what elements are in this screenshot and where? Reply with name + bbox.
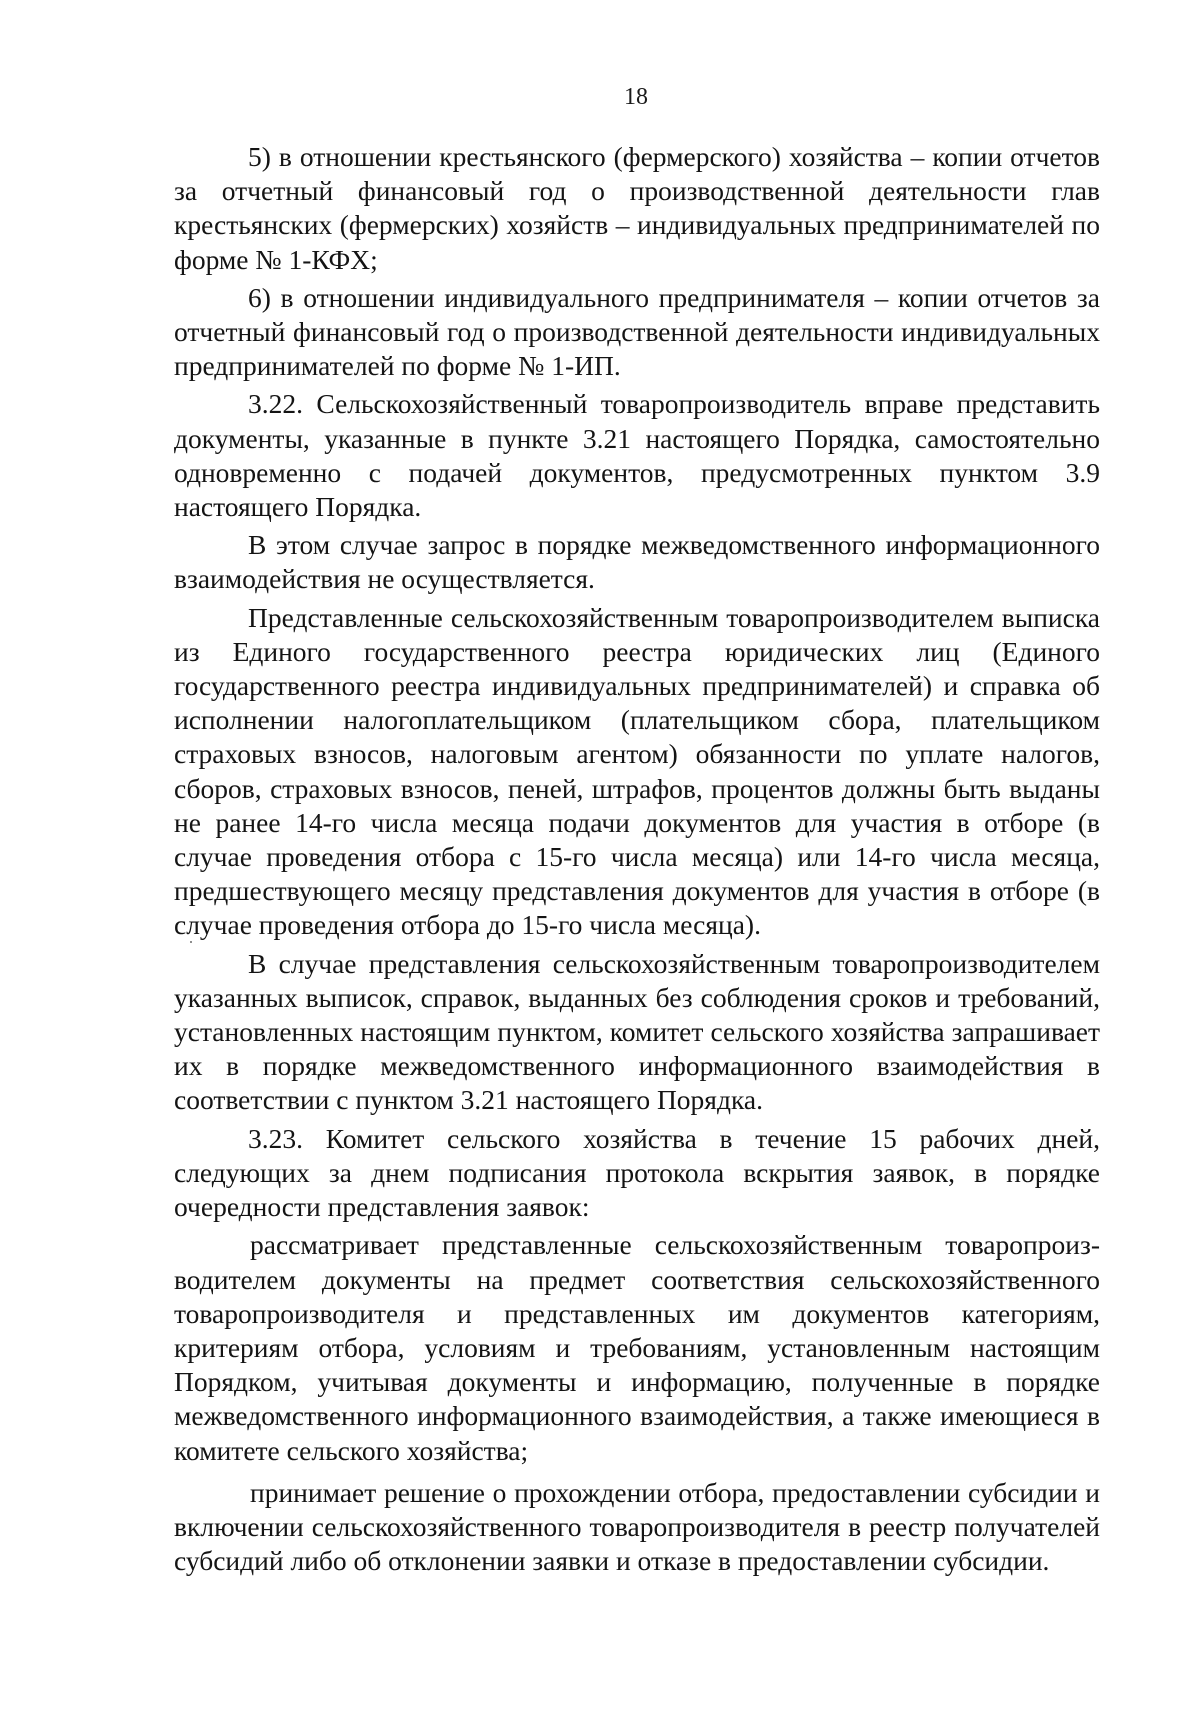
paragraph-no-request: В этом случае запрос в порядке межведомственного информационного взаимодействия не осуществляется. xyxy=(174,529,1100,595)
paragraph-review-documents: рассматривает представленные сельскохозяйственным товаропроизводителем документы на предмет соответствия сельскохозяйственного товаропроизводителя и представленных им документов категориям, критериям отбора, условиям и требованиям, установленным настоящим Порядком, учитывая документы и информацию, полученные в порядке межведомственного информационного взаимодействия, а также имеющиеся в комитете сельского хозяйства; xyxy=(174,1229,1100,1466)
scan-speck xyxy=(190,941,192,943)
page-number: 18 xyxy=(624,84,648,110)
paragraph-item-5: 5) в отношении крестьянского (фермерского) хозяйства – копии отчетов за отчетный финансовый год о производственной деятельности глав крестьянских (фермерских) хозяйств – индивидуальных предпринимателей по форме № 1-КФХ; xyxy=(174,141,1100,275)
paragraph-decision: принимает решение о прохождении отбора, предоставлении субсидии и включении сельскохозяйственного товаропроизводителя в реестр получателей субсидий либо об отклонении заявки и отказе в предоставлении субсидии. xyxy=(174,1476,1100,1577)
paragraph-clause-3-22: 3.22. Сельскохозяйственный товаропроизводитель вправе представить документы, указанные в пункте 3.21 настоящего Порядка, самостоятельно одновременно с подачей документов, предусмотренных пунктом 3.9 настоящего Порядка. xyxy=(174,388,1100,523)
paragraph-noncompliant-documents: В случае представления сельскохозяйственным товаропроизводителем указанных выписок, справок, выданных без соблюдения сроков и требований, установленных настоящим пунктом, комитет сельского хозяйства запрашивает их в порядке межведомственного информационного взаимодействия в соответствии с пунктом 3.21 настоящего Порядка. xyxy=(174,947,1100,1116)
paragraph-extract-validity: Представленные сельскохозяйственным товаропроизводителем выписка из Единого государственного реестра юридических лиц (Единого государственного реестра индивидуальных предпринимателей) и справка об исполнении налогоплательщиком (плательщиком сбора, плательщиком страховых взносов, налоговым агентом) обязанности по уплате налогов, сборов, страховых взносов, пеней, штрафов, процентов должны быть выданы не ранее 14-го числа месяца подачи документов для участия в отборе (в случае проведения отбора с 15-го числа месяца) или 14-го числа месяца, предшествующего месяцу представления документов для участия в отборе (в случае проведения отбора до 15-го числа месяца). xyxy=(174,601,1100,941)
paragraph-item-6: 6) в отношении индивидуального предпринимателя – копии отчетов за отчетный финансовый год о производственной деятельности индивидуальных предпринимателей по форме № 1-ИП. xyxy=(174,281,1100,382)
document-body xyxy=(174,140,1100,1578)
paragraph-clause-3-23: 3.23. Комитет сельского хозяйства в течение 15 рабочих дней, следующих за днем подписания протокола вскрытия заявок, в порядке очередности представления заявок: xyxy=(174,1122,1100,1223)
